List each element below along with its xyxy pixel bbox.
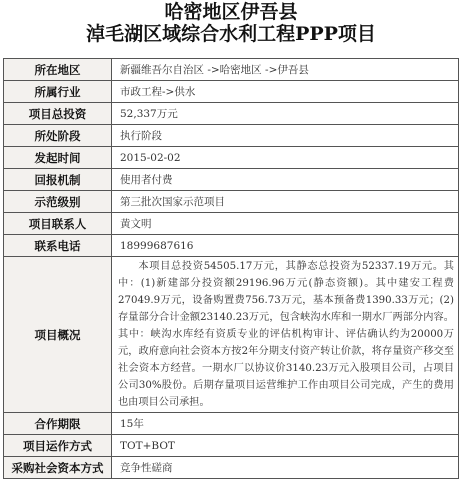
label-term: 合作期限 (4, 413, 112, 435)
row-contact-person (4, 213, 459, 235)
row-total-investment (4, 103, 459, 125)
row-demo-level (4, 191, 459, 213)
value-term: 15年 (112, 413, 459, 435)
value-location: 新疆维吾尔自治区 ->哈密地区 ->伊吾县 (112, 59, 459, 81)
label-industry: 所属行业 (4, 81, 112, 103)
row-start-date (4, 147, 459, 169)
row-location (4, 59, 459, 81)
title-line-2: 淖毛湖区域综合水利工程PPP项目 (86, 22, 376, 45)
row-operation-mode (4, 435, 459, 457)
value-industry: 市政工程->供水 (112, 81, 459, 103)
label-contact-person: 项目联系人 (4, 213, 112, 235)
title-line-1: 哈密地区伊吾县 (164, 1, 298, 23)
row-phone (4, 235, 459, 257)
label-start-date: 发起时间 (4, 147, 112, 169)
label-demo-level: 示范级别 (4, 191, 112, 213)
value-total-investment: 52,337万元 (112, 103, 459, 125)
label-operation-mode: 项目运作方式 (4, 435, 112, 457)
row-overview (4, 257, 459, 413)
value-phone: 18999687616 (112, 235, 459, 257)
label-procurement: 采购社会资本方式 (4, 457, 112, 479)
value-return-mechanism: 使用者付费 (112, 169, 459, 191)
label-return-mechanism: 回报机制 (4, 169, 112, 191)
value-overview: 本项目总投资54505.17万元，其静态总投资为52337.19万元。其中：(1)新建部分投资额29196.96万元(静态资额)。其中建安工程费27049.9万元，设备购置费756.73万元，基本预备费1390.33万元；(2)存量部分合计金额23140.23万元，包含峡沟水库和一期水厂两部分内容。其中：峡沟水库经有资质专业的评估机构审计、评估确认约为20000万元，政府意向社会资本方按2年分期支付资产转让价款，将存量资产移交至社会资本方经营。一期水厂以协议价3140.23万元入股项目公司，占项目公司30%股份。后期存量项目运营维护工作由项目公司完成，产生的费用也由项目公司承担。 (112, 257, 459, 413)
value-demo-level: 第三批次国家示范项目 (112, 191, 459, 213)
value-start-date: 2015-02-02 (112, 147, 459, 169)
value-procurement: 竞争性磋商 (112, 457, 459, 479)
label-location: 所在地区 (4, 59, 112, 81)
label-stage: 所处阶段 (4, 125, 112, 147)
row-procurement (4, 457, 459, 479)
value-contact-person: 黄文明 (112, 213, 459, 235)
label-overview: 项目概况 (4, 257, 112, 413)
value-stage: 执行阶段 (112, 125, 459, 147)
value-operation-mode: TOT+BOT (112, 435, 459, 457)
label-total-investment: 项目总投资 (4, 103, 112, 125)
row-stage (4, 125, 459, 147)
row-term (4, 413, 459, 435)
row-industry (4, 81, 459, 103)
row-return-mechanism (4, 169, 459, 191)
label-phone: 联系电话 (4, 235, 112, 257)
project-info-table (3, 58, 459, 479)
